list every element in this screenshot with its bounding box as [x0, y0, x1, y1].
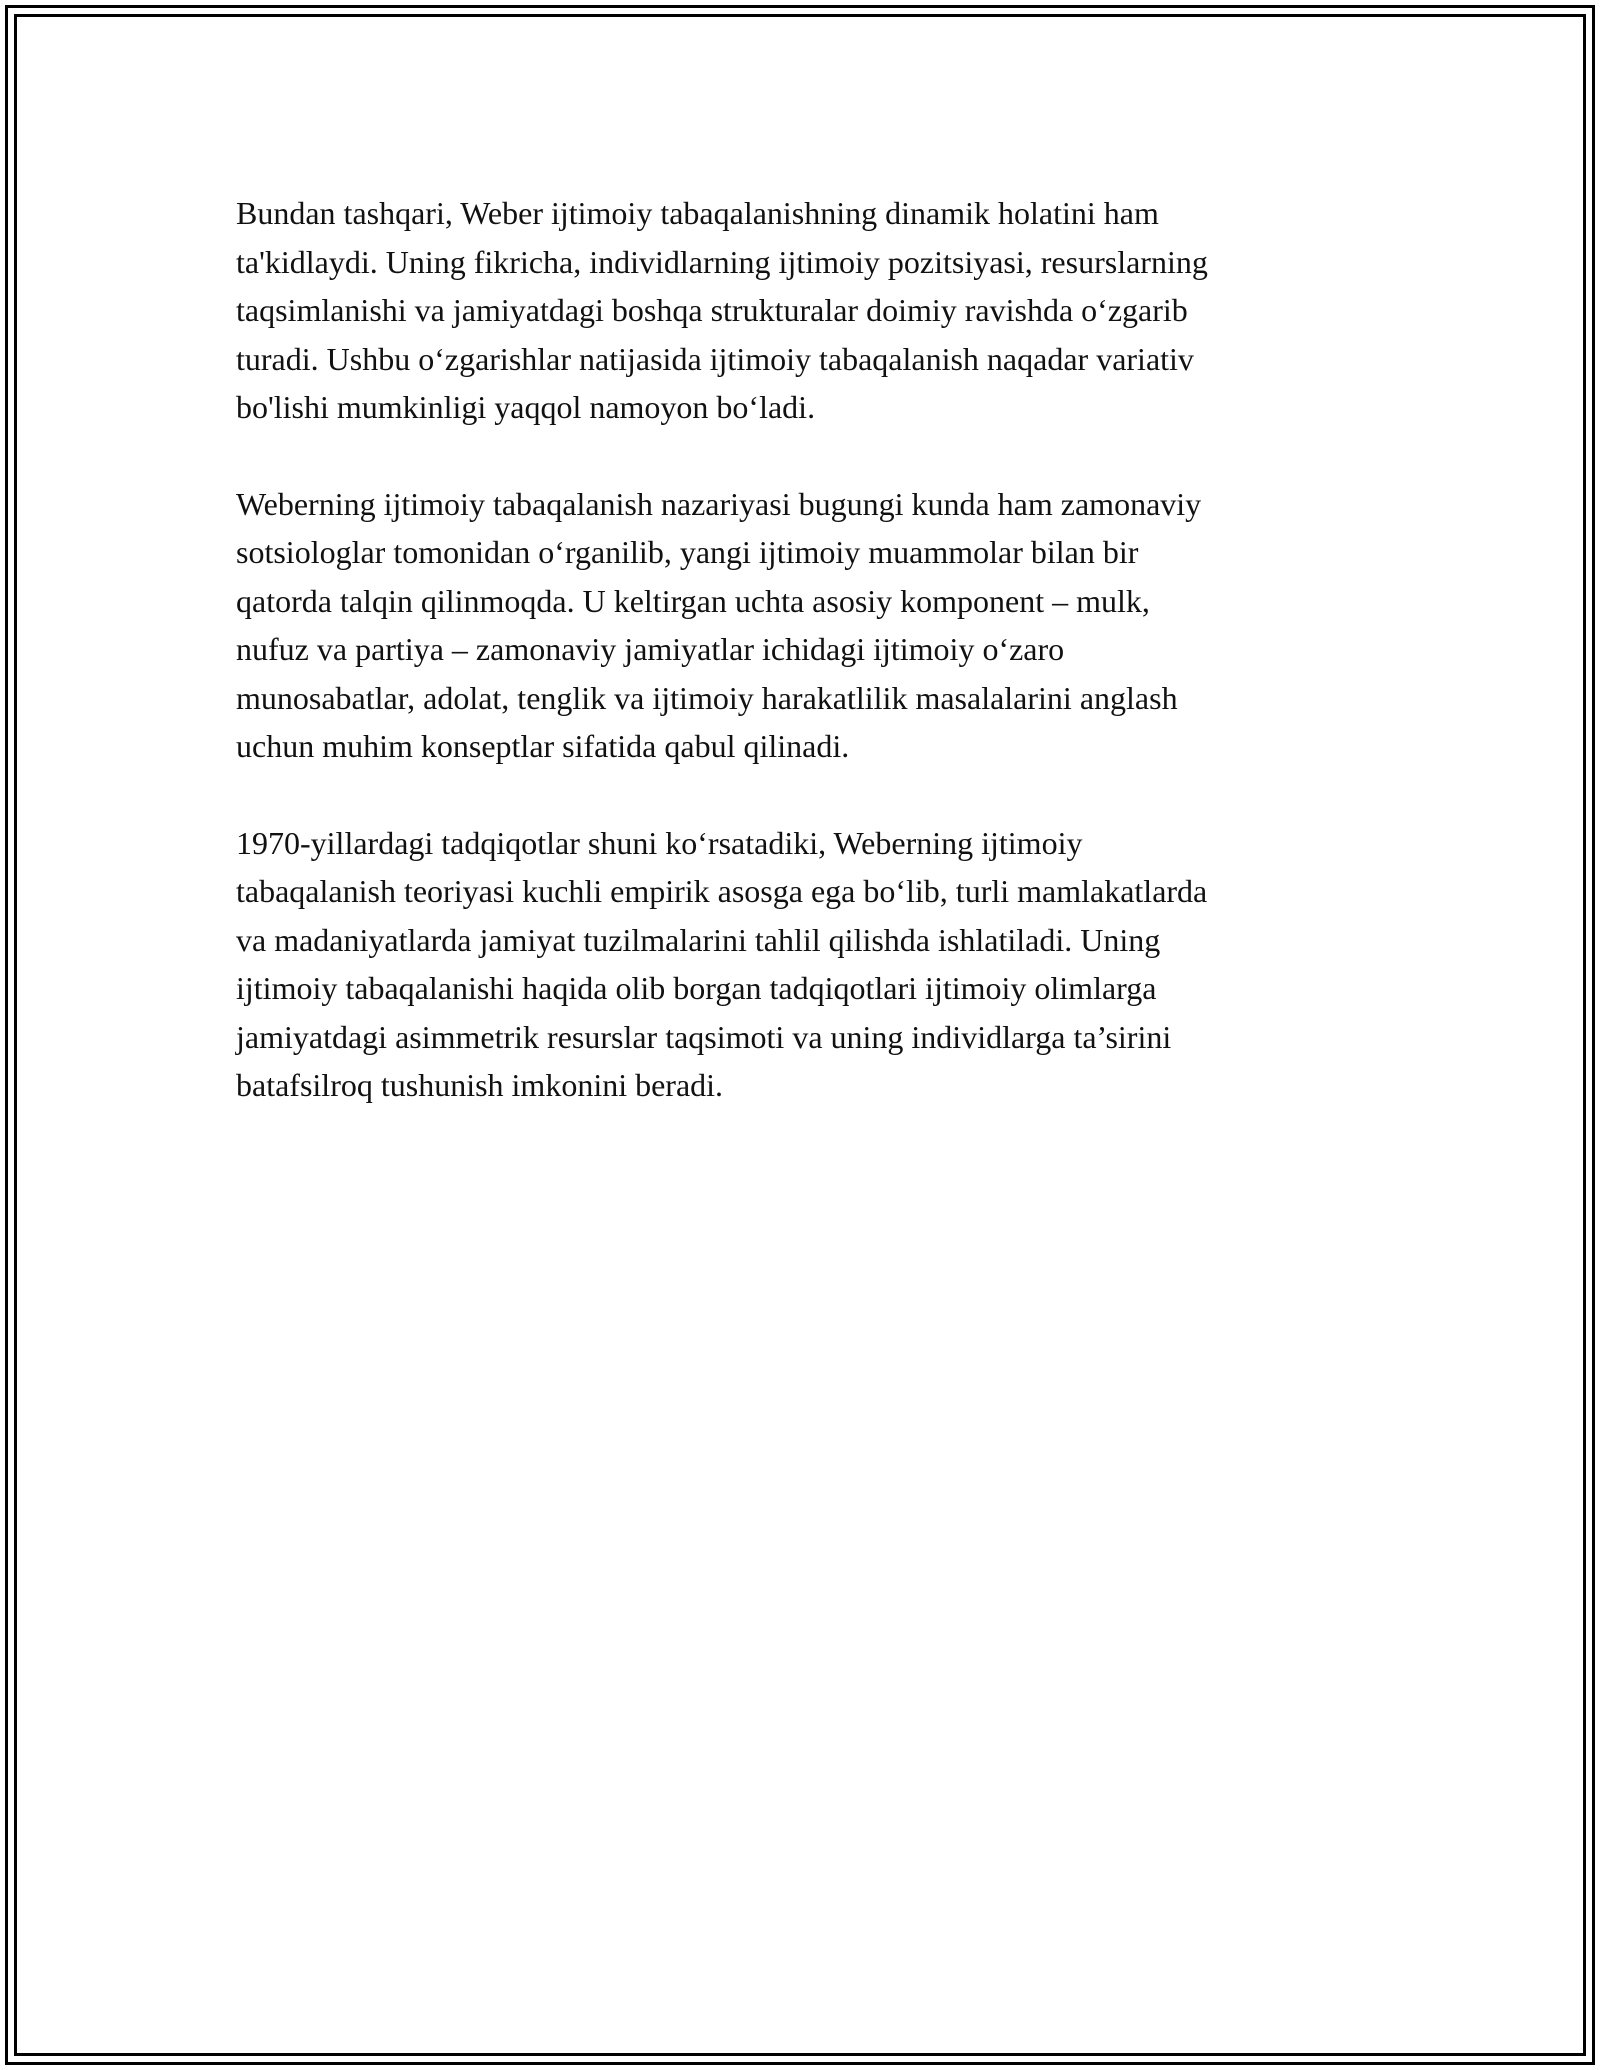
paragraph-3: 1970-yillardagi tadqiqotlar shuni ko‘rsatadiki, Weberning ijtimoiy tabaqalanish teoriyasi kuchli empirik asosga ega bo‘lib, turli mamlakatlarda va madaniyatlarda jamiyat tuzilmalarini tahlil qilishda ishlatiladi. Uning ijtimoiy tabaqalanishi haqida olib borgan tadqiqotlari ijtimoiy olimlarga jamiyatdagi asimmetrik resurslar taqsimoti va uning individlarga ta’sirini batafsilroq tushunish imkonini beradi.: [236, 824, 1208, 1103]
document-body: [236, 189, 1356, 1158]
paragraph-1: Bundan tashqari, Weber ijtimoiy tabaqalanishning dinamik holatini ham ta'kidlaydi. Uning fikricha, individlarning ijtimoiy pozitsiyasi, resurslarning taqsimlanishi va jamiyatdagi boshqa strukturalar doimiy ravishda o‘zgarib turadi. Ushbu o‘zgarishlar natijasida ijtimoiy tabaqalanish naqadar variativ bo'lishi mumkinligi yaqqol namoyon bo‘ladi.: [236, 195, 1208, 425]
paragraph-2: Weberning ijtimoiy tabaqalanish nazariyasi bugungi kunda ham zamonaviy sotsiologlar tomonidan o‘rganilib, yangi ijtimoiy muammolar bilan bir qatorda talqin qilinmoqda. U keltirgan uchta asosiy komponent – mulk, nufuz va partiya – zamonaviy jamiyatlar ichidagi ijtimoiy o‘zaro munosabatlar, adolat, tenglik va ijtimoiy harakatlilik masalalarini anglash uchun muhim konseptlar sifatida qabul qilinadi.: [236, 485, 1202, 764]
